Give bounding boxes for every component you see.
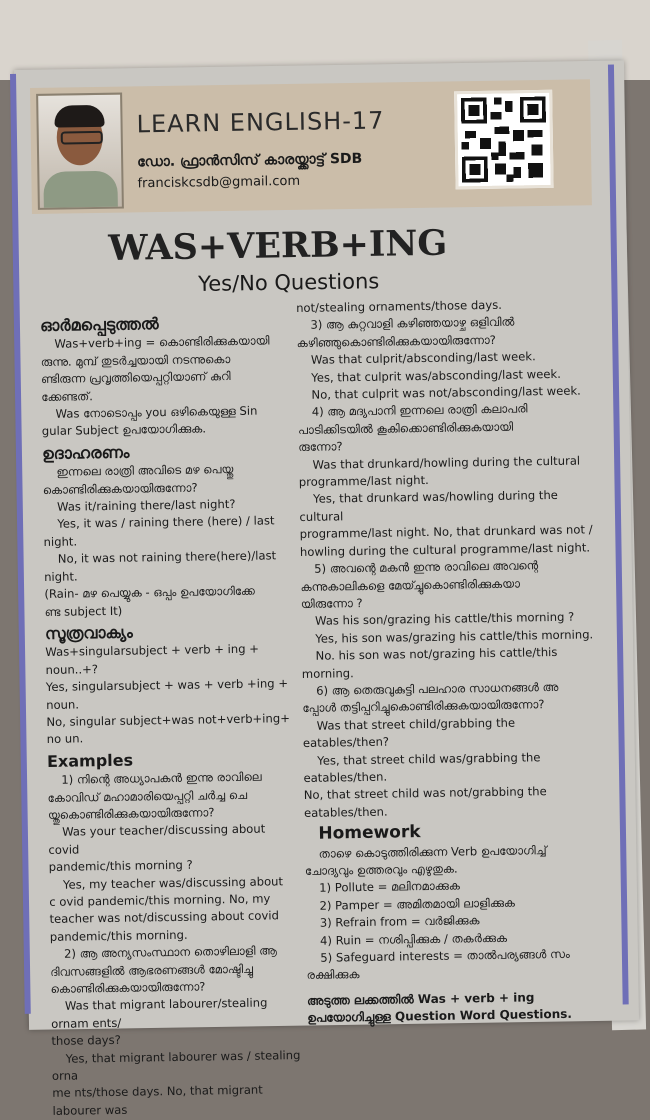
text-line: Was നോടൊപ്പം you ഒഴികെയുള്ള Sin (55, 403, 258, 421)
text-line: Yes, that street child was/grabbing the eatables/then. (303, 749, 541, 785)
text-line: Was his son/grazing his cattle/this morning ? (314, 609, 575, 629)
text-line: Was that street child/grabbing the eatables/then? (302, 715, 516, 751)
text-line: ണ്ട subject It) (44, 603, 123, 619)
text-line: Yes, that culprit was/absconding/last week. (311, 366, 561, 385)
text-line: രുന്നോ? (298, 439, 343, 455)
text-line: കൊണ്ടിരിക്കുകയായിരുന്നോ? (50, 979, 206, 996)
text-line: 3) ആ കുറ്റവാളി കഴിഞ്ഞയാഴ്ച ഒളിവിൽ (310, 314, 515, 333)
text-line: 6) ആ തെരുവുകുട്ടി പലഹാര സാധനങ്ങൾ അ (316, 679, 559, 698)
text-line: 2) ആ അന്യസംസ്ഥാന തൊഴിലാളി ആ (63, 943, 277, 961)
text-line: കന്നുകാലികളെ മേയ്ച്ചുകൊണ്ടിരിക്കുകയാ (300, 576, 521, 594)
text-line: Yes, it was / raining there (here) / last night. (43, 513, 275, 549)
text-line: No, singular subject+was not+verb+ing+ no un. (46, 711, 290, 747)
author-photo (36, 93, 124, 210)
text-line: 3) Refrain from = വർജിക്കുക (319, 913, 480, 930)
text-line: Was your teacher/discussing about covid (48, 821, 266, 857)
text-line: howling during the cultural programme/last night. (299, 540, 591, 559)
text-line: teacher was not/discussing about covid (49, 908, 279, 927)
text-line: യിരുന്നോ ? (300, 595, 363, 611)
text-line: Was+singularsubject + verb + ing + noun..+? (45, 641, 260, 677)
article-title: WAS+VERB+ING (108, 222, 448, 269)
section-heading: ഉദാഹരണം (42, 442, 130, 463)
author-email: franciskcsdb@gmail.com (137, 173, 301, 192)
column-title: LEARN ENGLISH-17 (136, 106, 385, 139)
text-line: No, it was not raining there(here)/last night. (44, 548, 277, 584)
text-line: (Rain- മഴ പെയ്യുക - ഒപ്പം ഉപയോഗിക്കേ (44, 583, 255, 602)
column-header (30, 79, 592, 214)
text-line: Was that drunkard/howling during the cultural (312, 453, 581, 472)
text-line: ഉപയോഗിച്ചുള്ള Question Word Questions. (307, 1007, 572, 1026)
text-line: No, that street child was not/grabbing the eatables/then. (303, 784, 547, 820)
text-line: me nts/those days. No, that migrant labourer was (52, 1083, 263, 1118)
text-line: ഇന്നലെ രാത്രി അവിടെ മഴ പെയ്തു (56, 462, 234, 480)
text-line: കൊണ്ടിരിക്കുകയായിരുന്നോ? (42, 480, 198, 497)
text-line: Yes, that migrant labourer was / stealing orna (51, 1047, 301, 1083)
text-line: 4) ആ മദ്യപാനി ഇന്നലെ രാത്രി കലാപരി (311, 401, 528, 420)
text-line: യ്തുകൊണ്ടിരിക്കുകയായിരുന്നോ? (47, 805, 215, 822)
text-line: രുന്നു. മുമ്പ് തുടർച്ചയായി നടന്നുകൊ (40, 351, 231, 369)
text-line: കോവിഡ് മഹാമാരിയെപ്പറ്റി ചർച്ച ചെ (47, 787, 248, 805)
text-line: 5) Safeguard interests = താൽപര്യങ്ങൾ സം (320, 946, 570, 965)
text-line: രക്ഷിക്കുക (306, 967, 360, 983)
text-line: Was it/raining there/last night? (56, 497, 236, 514)
text-line: പ്പോൾ തട്ടിപ്പറിച്ചുകൊണ്ടിരിക്കുകയായിരുന്നോ? (302, 697, 545, 716)
text-line: Yes, that drunkard was/howling during the cultural (299, 488, 558, 524)
text-line: ണ്ടിരുന്ന പ്രവൃത്തിയെപ്പറ്റിയാണ് കുറി (40, 369, 231, 387)
text-line: those days? (51, 1033, 121, 1049)
text-line: Yes, singularsubject + was + verb +ing + noun. (45, 676, 289, 712)
text-line: 4) Ruin = നശിപ്പിക്കുക / തകർക്കുക (319, 930, 508, 948)
text-line: Yes, his son was/grazing his cattle/this morning. (315, 627, 594, 646)
text-line: Was that migrant labourer/stealing ornam ents/ (51, 995, 268, 1031)
text-line: No, that culprit was not/absconding/last week. (311, 383, 581, 402)
text-line: c ovid pandemic/this morning. No, my (49, 891, 271, 909)
text-line: ക്കേണ്ടത്. (41, 388, 93, 404)
text-line: Was that culprit/absconding/last week. (310, 349, 536, 367)
qr-code-icon (454, 90, 554, 190)
text-line: 1) Pollute = മലിനമാക്കുക (319, 878, 460, 896)
text-line: 2) Pamper = അമിതമായി ലാളിക്കുക (319, 895, 516, 913)
right-column (296, 295, 609, 1027)
text-line: Yes, my teacher was/discussing about (62, 873, 284, 892)
section-heading: Examples (46, 750, 134, 771)
author-name: ഡോ. ഫ്രാൻസിസ് കാരയ്ക്കാട്ട് SDB (137, 150, 363, 171)
left-column (40, 309, 303, 1120)
text-line: 1) നിന്റെ അധ്യാപകൻ ഇന്നു രാവിലെ (61, 769, 262, 787)
text-line: അടുത്ത ലക്കത്തിൽ Was + verb + ing (306, 990, 535, 1008)
text-line: No. his son was not/grazing his cattle/this morning. (301, 645, 558, 681)
text-line: pandemic/this morning. (49, 927, 188, 944)
text-line: gular Subject ഉപയോഗിക്കുക. (41, 421, 207, 439)
section-heading: ഓർമപ്പെടുത്തൽ (40, 314, 159, 335)
article-subtitle: Yes/No Questions (198, 269, 380, 296)
text-line: Was+verb+ing = കൊണ്ടിരിക്കുകയായി (54, 333, 270, 352)
text-line: not/stealing ornaments/those days. (296, 297, 503, 315)
text-line: pandemic/this morning ? (48, 857, 193, 875)
section-heading: Homework (318, 822, 421, 844)
text-line: programme/last night. No, that drunkard was not / (299, 522, 593, 542)
text-line: programme/last night. (298, 472, 429, 490)
text-line: 5) അവന്റെ മകൻ ഇന്നു രാവിലെ അവന്റെ (314, 558, 539, 576)
text-line: പാടിക്കിടയിൽ കൂകിക്കൊണ്ടിരിക്കുകയായി (297, 419, 514, 437)
text-line: താഴെ കൊടുത്തിരിക്കുന്ന Verb ഉപയോഗിച്ച് (318, 842, 547, 861)
section-heading: സൂത്രവാക്യം (44, 622, 133, 643)
text-line: കഴിഞ്ഞുകൊണ്ടിരിക്കുകയായിരുന്നോ? (296, 332, 497, 350)
text-line: ദിവസങ്ങളിൽ ആഭരണങ്ങൾ മോഷ്ടിച്ചു (50, 961, 254, 979)
text-line: ചോദ്യവും ഉത്തരവും എഴുതുക. (304, 861, 458, 878)
